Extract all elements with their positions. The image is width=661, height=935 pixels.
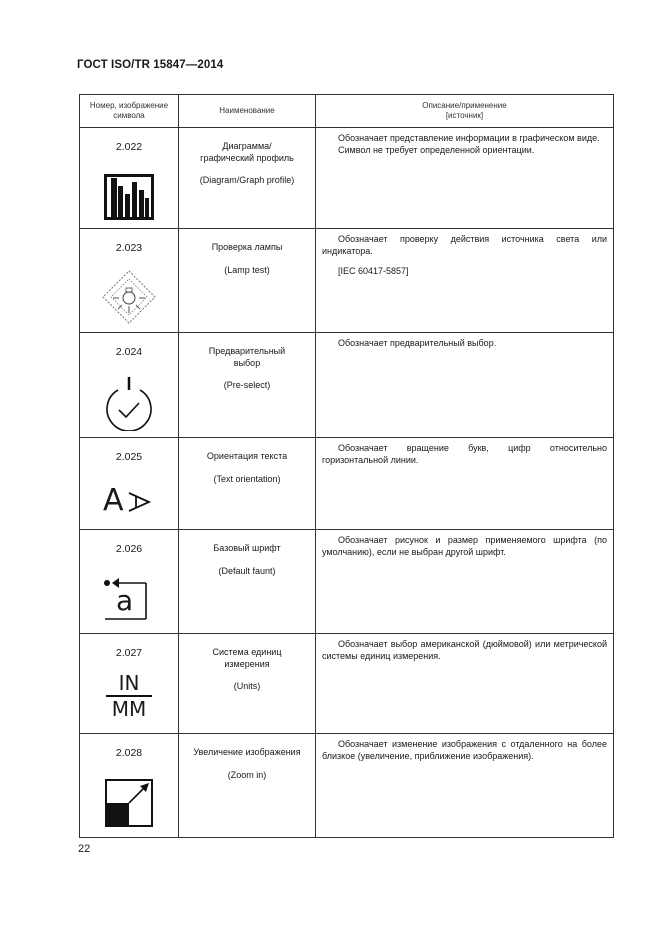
description-cell <box>316 634 614 734</box>
pre-select-icon <box>103 375 155 431</box>
column-header-desc-line1: Описание/применение <box>422 101 507 110</box>
symbol-number: 2.022 <box>115 141 143 153</box>
zoom-in-icon <box>104 778 154 828</box>
number-cell <box>80 229 179 333</box>
description-text: Обозначает предварительный выбор. <box>338 338 497 348</box>
name-cell <box>179 734 316 838</box>
lamp-test-icon <box>101 269 157 325</box>
number-cell <box>80 634 179 734</box>
text-orientation-icon <box>99 483 159 523</box>
page-number: 22 <box>78 843 91 855</box>
column-header-number <box>80 95 179 128</box>
table-row <box>80 333 614 438</box>
document-header: ГОСТ ISO/TR 15847—2014 <box>77 59 224 71</box>
symbol-number: 2.023 <box>115 242 143 254</box>
symbol-number: 2.028 <box>115 747 143 759</box>
description-text: Обозначает выбор американской (дюймовой) или метрической системы единиц измерения. <box>322 639 607 661</box>
name-en: (Zoom in) <box>227 769 267 780</box>
column-header-number-line1: Номер, изображение <box>89 101 169 110</box>
name-en: (Pre-select) <box>223 380 271 390</box>
name-ru: Предварительный выбор <box>208 346 286 368</box>
description-reference: [IEC 60417-5857] <box>338 266 409 276</box>
name-ru: Ориентация текста <box>206 451 288 461</box>
description-cell <box>316 333 614 438</box>
description-cell <box>316 438 614 530</box>
description-text: Обозначает изменение изображения с отдаленного на более близкое (увеличение, приближение изображения). <box>322 739 607 761</box>
name-cell <box>179 438 316 530</box>
name-en: (Units) <box>233 681 261 691</box>
name-en: (Default faunt) <box>218 565 276 576</box>
table-row <box>80 634 614 734</box>
table-header-row <box>80 95 614 128</box>
table-row <box>80 530 614 634</box>
name-cell <box>179 333 316 438</box>
table-row <box>80 734 614 838</box>
description-cell <box>316 530 614 634</box>
icon-letter: A <box>103 483 124 518</box>
units-icon-bottom: MM <box>111 697 147 721</box>
table-row <box>80 438 614 530</box>
symbol-number: 2.027 <box>115 647 143 659</box>
column-header-desc-line2: [источник] <box>445 111 484 120</box>
number-cell <box>80 530 179 634</box>
table-row <box>80 128 614 229</box>
units-icon-top: IN <box>118 671 140 695</box>
icon-letter: a <box>116 584 134 617</box>
description-cell <box>316 229 614 333</box>
name-ru: Диаграмма/ графический профиль <box>200 141 294 163</box>
table-row <box>80 229 614 333</box>
description-text: Символ не требует определенной ориентации. <box>338 144 535 155</box>
column-header-name: Наименование <box>179 95 316 128</box>
name-ru: Проверка лампы <box>211 242 283 252</box>
name-ru: Увеличение изображения <box>193 747 301 757</box>
symbol-number: 2.025 <box>115 451 143 463</box>
description-text: Обозначает вращение букв, цифр относительно горизонтальной линии. <box>322 443 607 465</box>
description-cell <box>316 734 614 838</box>
column-header-number-line2: символа <box>113 111 145 120</box>
name-en: (Diagram/Graph profile) <box>199 175 295 185</box>
number-cell <box>80 128 179 229</box>
description-text: Обозначает представление информации в графическом виде. <box>338 133 600 143</box>
number-cell <box>80 734 179 838</box>
name-cell <box>179 634 316 734</box>
name-en: (Text orientation) <box>213 473 281 484</box>
name-ru: Базовый шрифт <box>213 543 281 553</box>
name-ru: Система единиц измерения <box>212 647 282 669</box>
name-en: (Lamp test) <box>224 264 270 275</box>
number-cell <box>80 333 179 438</box>
symbols-table <box>79 94 614 838</box>
description-text: Обозначает рисунок и размер применяемого шрифта (по умолчанию), если не выбран другой шрифт. <box>322 535 607 557</box>
column-header-description <box>316 95 614 128</box>
name-cell <box>179 530 316 634</box>
diagram-graph-profile-icon <box>104 174 154 220</box>
symbol-number: 2.024 <box>115 346 143 358</box>
description-cell <box>316 128 614 229</box>
description-text: Обозначает проверку действия источника света или индикатора. <box>322 234 607 256</box>
units-icon <box>104 672 154 720</box>
symbol-number: 2.026 <box>115 543 143 555</box>
name-cell <box>179 128 316 229</box>
number-cell <box>80 438 179 530</box>
name-cell <box>179 229 316 333</box>
default-font-icon <box>99 573 159 623</box>
